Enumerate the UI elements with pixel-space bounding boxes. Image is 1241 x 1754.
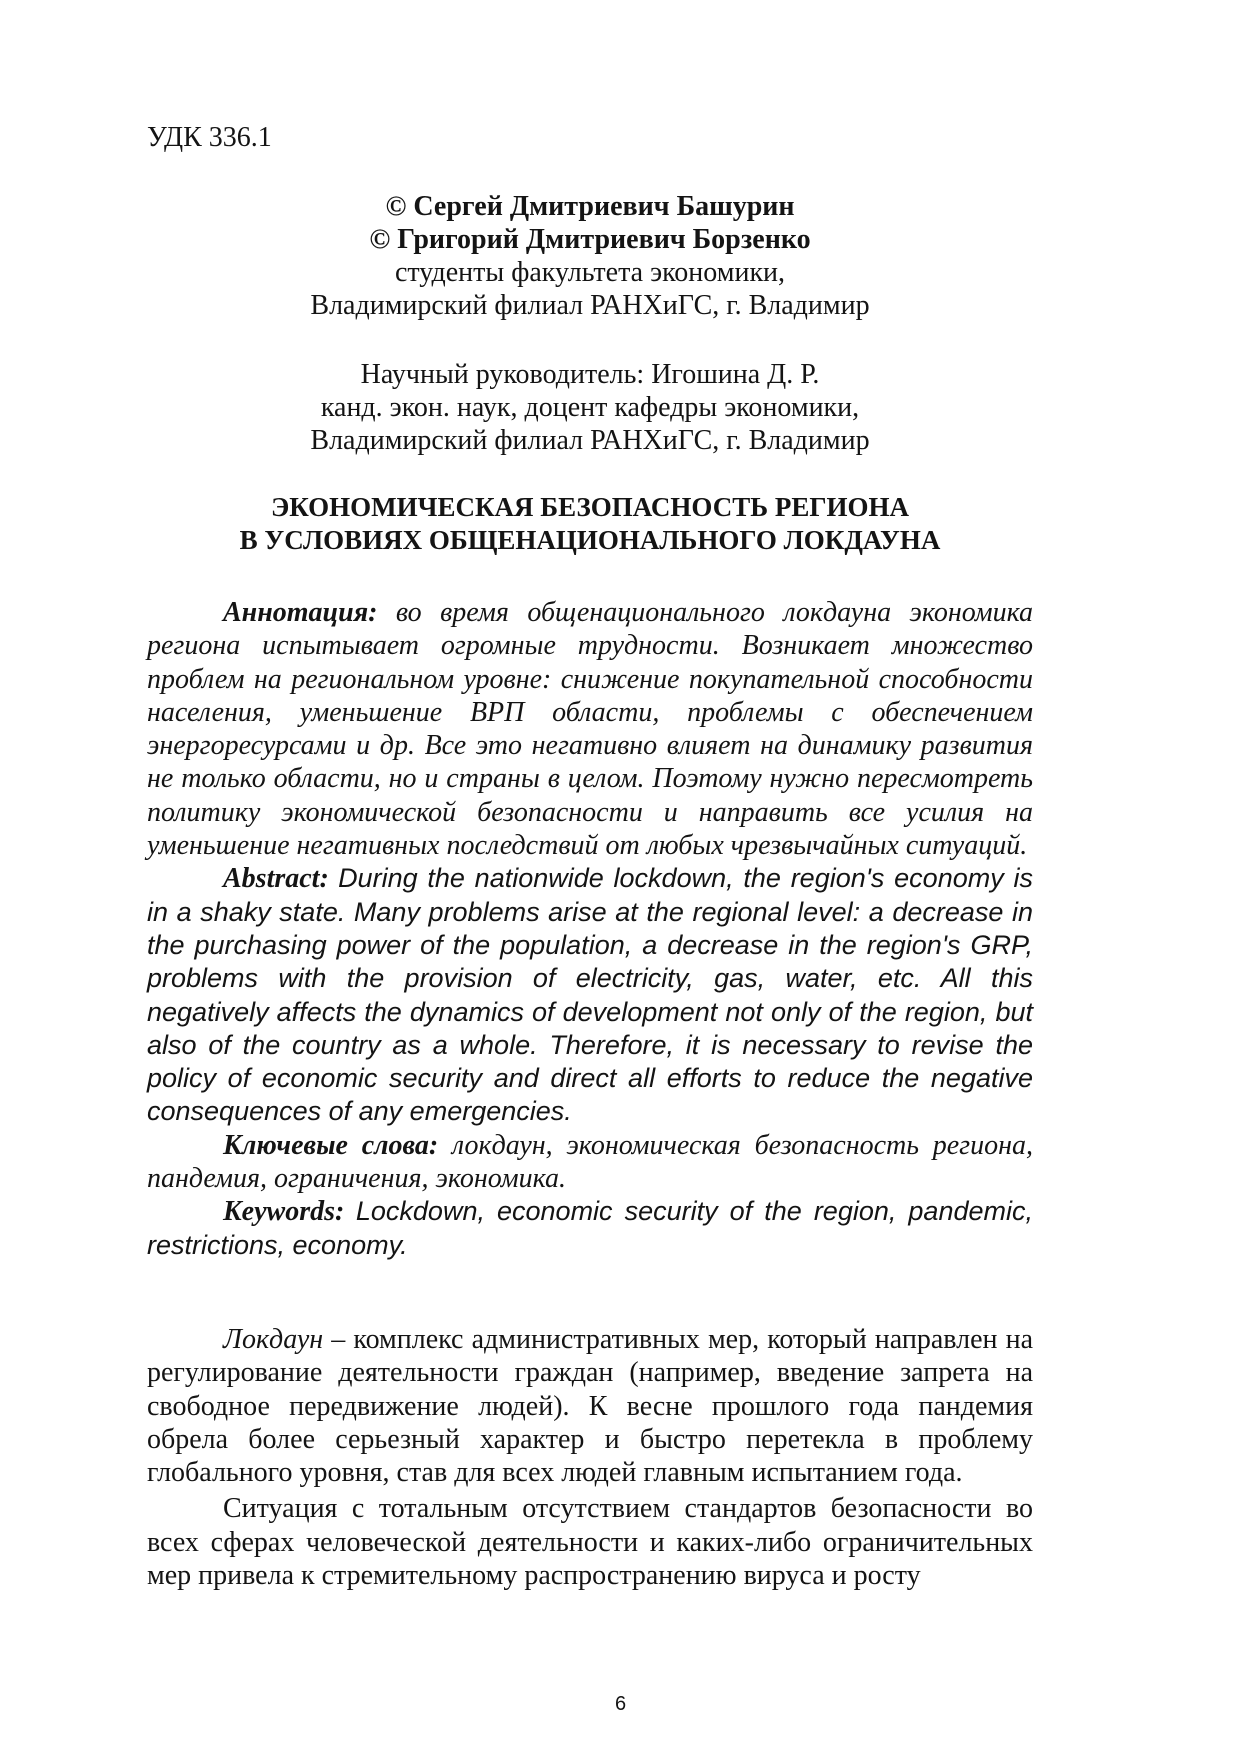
- author-name-2: © Григорий Дмитриевич Борзенко: [369, 224, 811, 255]
- article-title-line-2: В УСЛОВИЯХ ОБЩЕНАЦИОНАЛЬНОГО ЛОКДАУНА: [239, 525, 941, 555]
- body-paragraph-1: [147, 1323, 1033, 1489]
- main-text: [147, 1323, 1033, 1595]
- body-paragraph-2: Ситуация с тотальным отсутствием стандартов безопасности во всех сферах человеческой деятельности и каких-либо ограничительных мер привела к стремительному распространению вируса и росту: [147, 1493, 1033, 1592]
- advisor-block: [147, 358, 1033, 457]
- author-name-1: © Сергей Дмитриевич Башурин: [385, 191, 795, 222]
- advisor-name: Научный руководитель: Игошина Д. Р.: [360, 359, 820, 390]
- body-paragraph-1-text: – комплекс административных мер, который направлен на регулирование деятельности граждан (например, введение запрета на свободное передвижение людей). К весне прошлого года пандемия обрела более серьезный характер и быстро перетекла в проблему глобального уровня, став для всех людей главным испытанием года.: [147, 1324, 1033, 1489]
- article-title-line-1: ЭКОНОМИЧЕСКАЯ БЕЗОПАСНОСТЬ РЕГИОНА: [270, 492, 910, 522]
- advisor-degree: канд. экон. наук, доцент кафедры экономики,: [320, 392, 860, 423]
- keywords-ru-text: локдаун, экономическая безопасность региона, пандемия, ограничения, экономика.: [147, 1129, 1033, 1195]
- abstract-paragraph: [147, 862, 1033, 1128]
- advisor-affiliation: Владимирский филиал РАНХиГС, г. Владимир: [310, 425, 870, 456]
- annotation-text: во время общенационального локдауна экономика региона испытывает огромные трудности. Возникает множество проблем на региональном уровне: снижение покупательной способности населения, уменьшение ВРП области, проблемы с обеспечением энергоресурсами и др. Все это негативно влияет на динамику развития не только области, но и страны в целом. Поэтому нужно пересмотреть политику экономической безопасности и направить все усилия на уменьшение негативных последствий от любых чрезвычайных ситуаций.: [147, 597, 1033, 862]
- lockdown-term: Локдаун: [223, 1324, 324, 1355]
- author-affiliation: Владимирский филиал РАНХиГС, г. Владимир: [310, 290, 870, 321]
- keywords-en-label: Keywords:: [223, 1196, 345, 1228]
- udk-code: УДК 336.1: [147, 122, 272, 153]
- keywords-ru-paragraph: [147, 1129, 1033, 1196]
- abstract-text: During the nationwide lockdown, the region's economy is in a shaky state. Many problems arise at the regional level: a decrease in the purchasing power of the population, a decrease in the region's GRP, problems with the provision of electricity, gas, water, etc. All this negatively affects the dynamics of development not only of the region, but also of the country as a whole. Therefore, it is necessary to revise the policy of economic security and direct all efforts to reduce the negative consequences of any emergencies.: [147, 863, 1033, 1127]
- page-number: 6: [614, 1693, 627, 1715]
- annotation-label: Аннотация:: [223, 597, 378, 628]
- article-title: [147, 491, 1033, 557]
- abstract-section: [147, 596, 1033, 1262]
- keywords-ru-label: Ключевые слова:: [223, 1129, 439, 1161]
- abstract-label: Abstract:: [223, 863, 329, 895]
- keywords-en-text: Lockdown, economic security of the region, pandemic, restrictions, economy.: [147, 1196, 1033, 1260]
- keywords-en-paragraph: [147, 1195, 1033, 1262]
- author-position: студенты факультета экономики,: [394, 257, 786, 288]
- authors-block: [147, 190, 1033, 322]
- annotation-paragraph: [147, 596, 1033, 862]
